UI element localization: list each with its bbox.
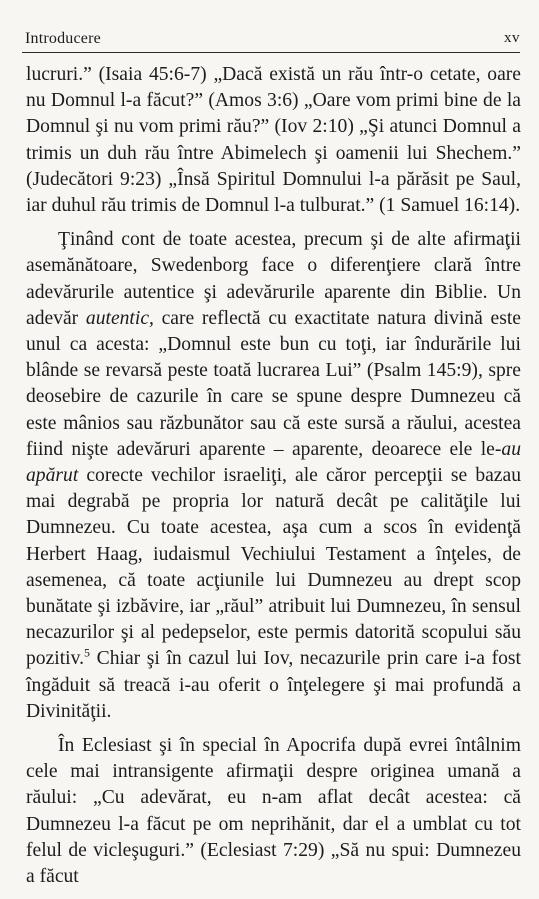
text-run: lucruri.” (Isaia 45:6-7) „Dacă există un rău într-o cetate, oare nu Domnul l-a făcut?” (Amos 3:6) „Oare vom primi bine de la Domnul şi nu vom primi rău?” (Iov 2:10) „Şi atunci Domnul a trimis un duh rău între Abimelech şi oamenii lui Shechem.” (Judecători 9:23) „Însă Spiritul Domnului l-a părăsit pe Saul, iar duhul rău trimis de Domnul l-a tulburat.” (1 Samuel 16:14). [26, 64, 521, 217]
text-run: corecte vechilor israeliţi, ale căror percepţii se bazau mai degrabă pe propria lor natură decât pe calităţile lui Dumnezeu. Cu toate acestea, aşa cum a scos în evidenţă Herbert Haag, iudaismul Vechiului Testament a înţeles, de asemenea, că toate acţiunile lui Dumnezeu au drept scop bunătate şi izbăvire, iar „răul” atribuit lui Dumnezeu, în sensul necazurilor şi al pedepselor, este permis datorită scopului său pozitiv. [26, 465, 521, 670]
italic-text: autentic, [85, 307, 154, 329]
italic-text: au apărut [26, 438, 521, 487]
text-run: Ţinând cont de toate acestea, precum şi de alte afirmaţii asemănătoare, Swedenborg face o diferenţiere clară între adevărurile autentice şi adevărurile aparente din Biblie. Un adevăr [26, 229, 521, 329]
text-run: care reflectă cu exactitate natura divină este unul ca acesta: „Domnul este bun cu toţi, iar îndurările lui blânde se revarsă peste toată lucrarea Lui” (Psalm 145:9), spre deosebire de cazurile în care se spune despre Dumnezeu că este mânios sau răzbunător sau că este sursă a răului, acestea fiind nişte adevăruri aparente – aparente, deoarece ele le- [26, 307, 522, 460]
paragraph-p1 [26, 62, 521, 219]
running-title: Introducere [25, 30, 101, 47]
body-text [26, 62, 521, 890]
text-run: În Eclesiast şi în special în Apocrifa după evrei întâlnim cele mai intransigente afirmaţii despre originea umană a răului: „Cu adevărat, eu n-am aflat decât acestea: că Dumnezeu l-a făcut pe om neprihănit, dar el a umblat cu tot felul de vicleşuguri.” (Eclesiast 7:29) „Să nu spui: Dumnezeu a făcut [26, 735, 521, 888]
page-number: xv [504, 30, 520, 46]
paragraph-p2 [26, 227, 521, 725]
running-header [22, 30, 520, 53]
footnote-marker: 5 [84, 645, 91, 660]
text-run: Chiar şi în cazul lui Iov, necazurile prin care i-a fost îngăduit să treacă i-au oferit o înţelegere şi mai profundă a Divinităţii. [26, 648, 521, 722]
paragraph-p3 [26, 733, 521, 890]
